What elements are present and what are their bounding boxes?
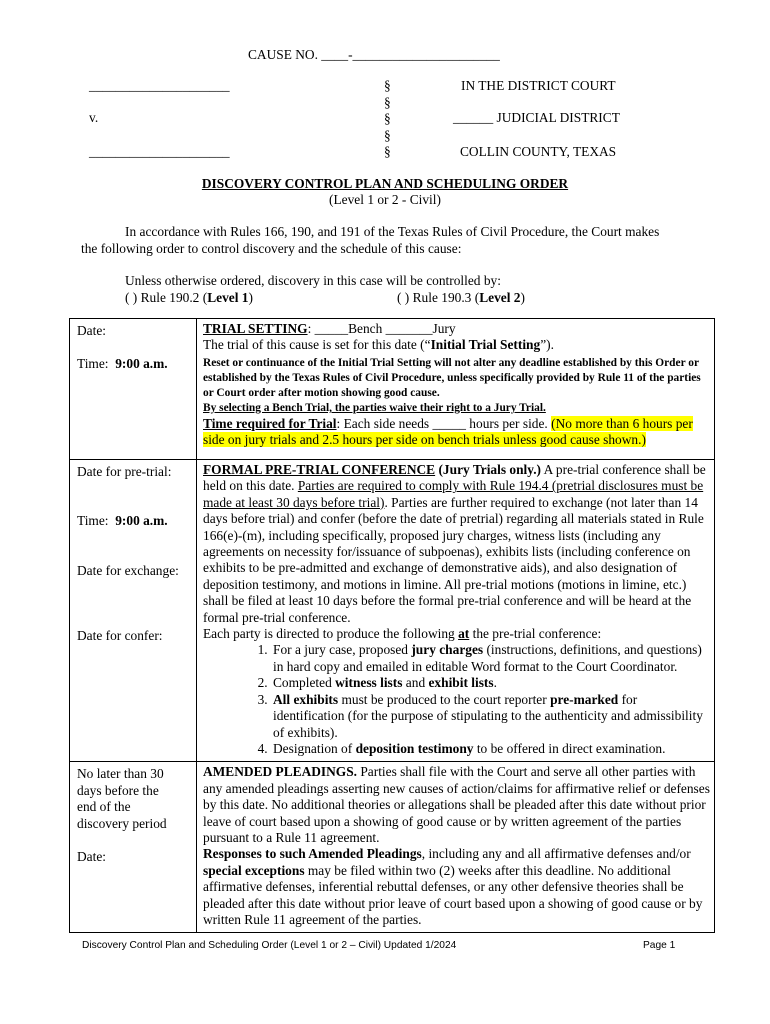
amended-deadline-line: No later than 30 [77,766,164,782]
section-symbol: § [384,111,391,127]
pretrial-production-list [203,642,710,757]
trial-setting-options: : _____Bench _______Jury [307,321,456,336]
item-bold: jury charges [411,642,484,658]
document-subtitle: (Level 1 or 2 - Civil) [329,192,441,207]
item-text: (instructions, definitions, and questions) in hard copy and emailed in editable Word format to the Court Coordinator. [273,642,702,674]
item-bold: exhibit lists [428,675,494,691]
section-symbol: § [384,127,391,143]
rule1-prefix: ( ) Rule 190.2 ( [125,290,208,305]
reset-continuance-notice: Reset or continuance of the Initial Trial Setting will not alter any deadline established by this Order or established by the Texas Rules of Civil Procedure, unless specifically provided by Rule 11 of the parties or Court order after motion showing good cause. [203,356,701,399]
item-text: must be produced to the court reporter [338,691,551,707]
schedule-table [69,318,715,933]
trial-setting-title: TRIAL SETTING [203,321,308,336]
amended-right-cell [197,762,715,933]
discovery-control-statement: Unless otherwise ordered, discovery in this case will be controlled by: [125,273,501,288]
confer-date-label: Date for confer: [77,628,163,644]
judicial-district: ______ JUDICIAL DISTRICT [453,110,620,125]
time-required-label: Time required for Trial [203,415,337,431]
rule1-level: Level 1 [207,290,249,305]
time-required-for-trial [203,416,710,449]
trial-setting-line [203,337,710,353]
responses-heading: Responses to such Amended Pleadings [203,846,422,862]
trial-time-label [77,356,196,372]
responses-text: , including any and all affirmative defenses and/or [421,846,691,862]
rule2-prefix: ( ) Rule 190.3 ( [397,290,480,305]
list-item [271,692,710,741]
amended-deadline-line: end of the [77,799,131,815]
section-symbol: § [384,94,391,110]
rule1-suffix: ) [248,290,253,305]
pretrial-time-label [77,513,196,529]
responses-text-end: may be filed within two (2) weeks after this deadline. No additional affirmative defenses, inferential rebuttal defenses, or any other defensive theories shall be pleaded after this date without prior leave of court based upon a showing of good cause or by written Rule 11 agreement of the parties. [203,862,703,927]
pretrial-time-value: 9:00 a.m. [115,513,168,529]
trial-time-prefix: Time: [77,356,109,372]
produce-text-end: the pre-trial conference: [469,626,602,642]
item-bold: All exhibits [273,691,339,707]
trial-setting-text: The trial of this cause is set for this date (“ [203,337,431,353]
rule-190-2-option[interactable] [125,290,253,306]
county-name: COLLIN COUNTY, TEXAS [460,144,617,159]
pretrial-disclosure-requirement: Parties are required to comply with Rule 194.4 (pretrial disclosures must be made at least 30 days before trial) [203,478,704,510]
responses-paragraph [203,846,710,928]
item-text: to be offered in direct examination. [473,740,666,756]
amended-deadline-line: discovery period [77,815,167,831]
amended-pleadings-row [70,762,715,933]
trial-date-label: Date: [77,323,106,338]
exchange-date-label: Date for exchange: [77,562,179,578]
amended-left-cell [70,762,197,933]
plaintiff-blank: _____________________ [89,78,230,93]
defendant-blank: _____________________ [89,144,230,159]
list-item [271,675,710,691]
rule2-suffix: ) [520,290,525,305]
time-limit-highlight: (No more than 6 hours per side on jury trials and 2.5 hours per side on bench trials unless good cause shown.) [203,415,693,448]
pretrial-date-label: Date for pre-trial: [77,464,172,479]
trial-setting-row [70,319,715,460]
court-name: IN THE DISTRICT COURT [461,78,616,93]
pretrial-right-cell [197,460,715,762]
pretrial-text-a: A pre-trial conference shall be held on this date. [203,462,706,494]
amended-deadline-line: days before the [77,782,159,798]
special-exceptions-term: special exceptions [203,862,305,878]
item-bold: pre-marked [550,691,619,707]
time-required-text: : Each side needs _____ hours per side. [336,415,548,431]
intro-paragraph-line2: the following order to control discovery and the schedule of this cause: [81,241,462,256]
item-text: Completed [273,675,336,691]
document-title: DISCOVERY CONTROL PLAN AND SCHEDULING ORDER [201,176,569,191]
rule2-level: Level 2 [479,290,521,305]
trial-setting-right-cell [197,319,715,460]
cause-number: CAUSE NO. ____-______________________ [248,47,500,62]
produce-text: Each party is directed to produce the following [203,626,459,642]
item-text: . [493,675,497,691]
amended-date-label: Date: [77,848,106,864]
pretrial-paragraph [203,462,710,626]
section-symbol: § [384,144,391,160]
footer-document-info: Discovery Control Plan and Scheduling Order (Level 1 or 2 – Civil) Updated 1/2024 [82,940,457,951]
list-item [271,642,710,675]
list-item [271,741,710,757]
intro-paragraph-line1: In accordance with Rules 166, 190, and 191 of the Texas Rules of Civil Procedure, the Court makes [125,224,660,239]
produce-instruction [203,626,710,642]
bench-trial-waiver: By selecting a Bench Trial, the parties waive their right to a Jury Trial. [203,401,546,414]
pretrial-text-b: . Parties are further required to exchange (not later than 14 days before trial) and confer (before the date of pretrial) regarding all materials stated in Rule 166(e)-(m), including specifically, proposed jury charges, witness lists (including any agreements on necessity for/issuance of subpoenas), exhibits lists (including conference on exhibits to be pre-admitted and exchange of demonstrative aids), and also designation of deposition testimony, and motions in limine. All pre-trial motions (motions in limine, etc.) shall be filed at least 10 days before the formal pre-trial conference and will be heard at the formal pre-trial conference. [203,494,704,625]
item-bold: witness lists [335,675,403,691]
item-text: Designation of [273,740,356,756]
produce-at: at [458,626,470,642]
section-symbol: § [384,78,391,93]
amended-heading: AMENDED PLEADINGS. [203,764,358,780]
pretrial-left-cell [70,460,197,762]
item-text: For a jury case, proposed [273,642,412,658]
page-number: Page 1 [643,940,676,951]
pretrial-time-prefix: Time: [77,513,109,529]
trial-setting-left-cell [70,319,197,460]
amended-text: Parties shall file with the Court and serve all other parties with any amended pleadings asserting new causes of action/claims for affirmative relief or defenses by this date. No additional theories or allegations shall be pleaded after this date without prior leave of court based upon a showing of good cause or by written agreement of the parties pursuant to a Rule 11 agreement. [203,764,710,845]
versus-label: v. [89,110,99,125]
item-bold: deposition testimony [355,740,474,756]
pretrial-heading-note: (Jury Trials only.) [435,462,542,477]
section-symbols [384,78,391,161]
trial-time-value: 9:00 a.m. [115,356,168,372]
item-text: and [402,675,429,691]
pretrial-conference-row [70,460,715,762]
item-text: for identification (for the purpose of stipulating to the authenticity and admissibility of exhibits). [273,691,703,740]
initial-trial-setting-term: Initial Trial Setting [430,337,541,353]
trial-setting-heading [203,321,710,337]
trial-setting-text-end: ”). [540,337,554,353]
rule-190-3-option[interactable] [397,290,525,306]
pretrial-heading: FORMAL PRE-TRIAL CONFERENCE [203,462,436,477]
amended-paragraph [203,764,710,846]
